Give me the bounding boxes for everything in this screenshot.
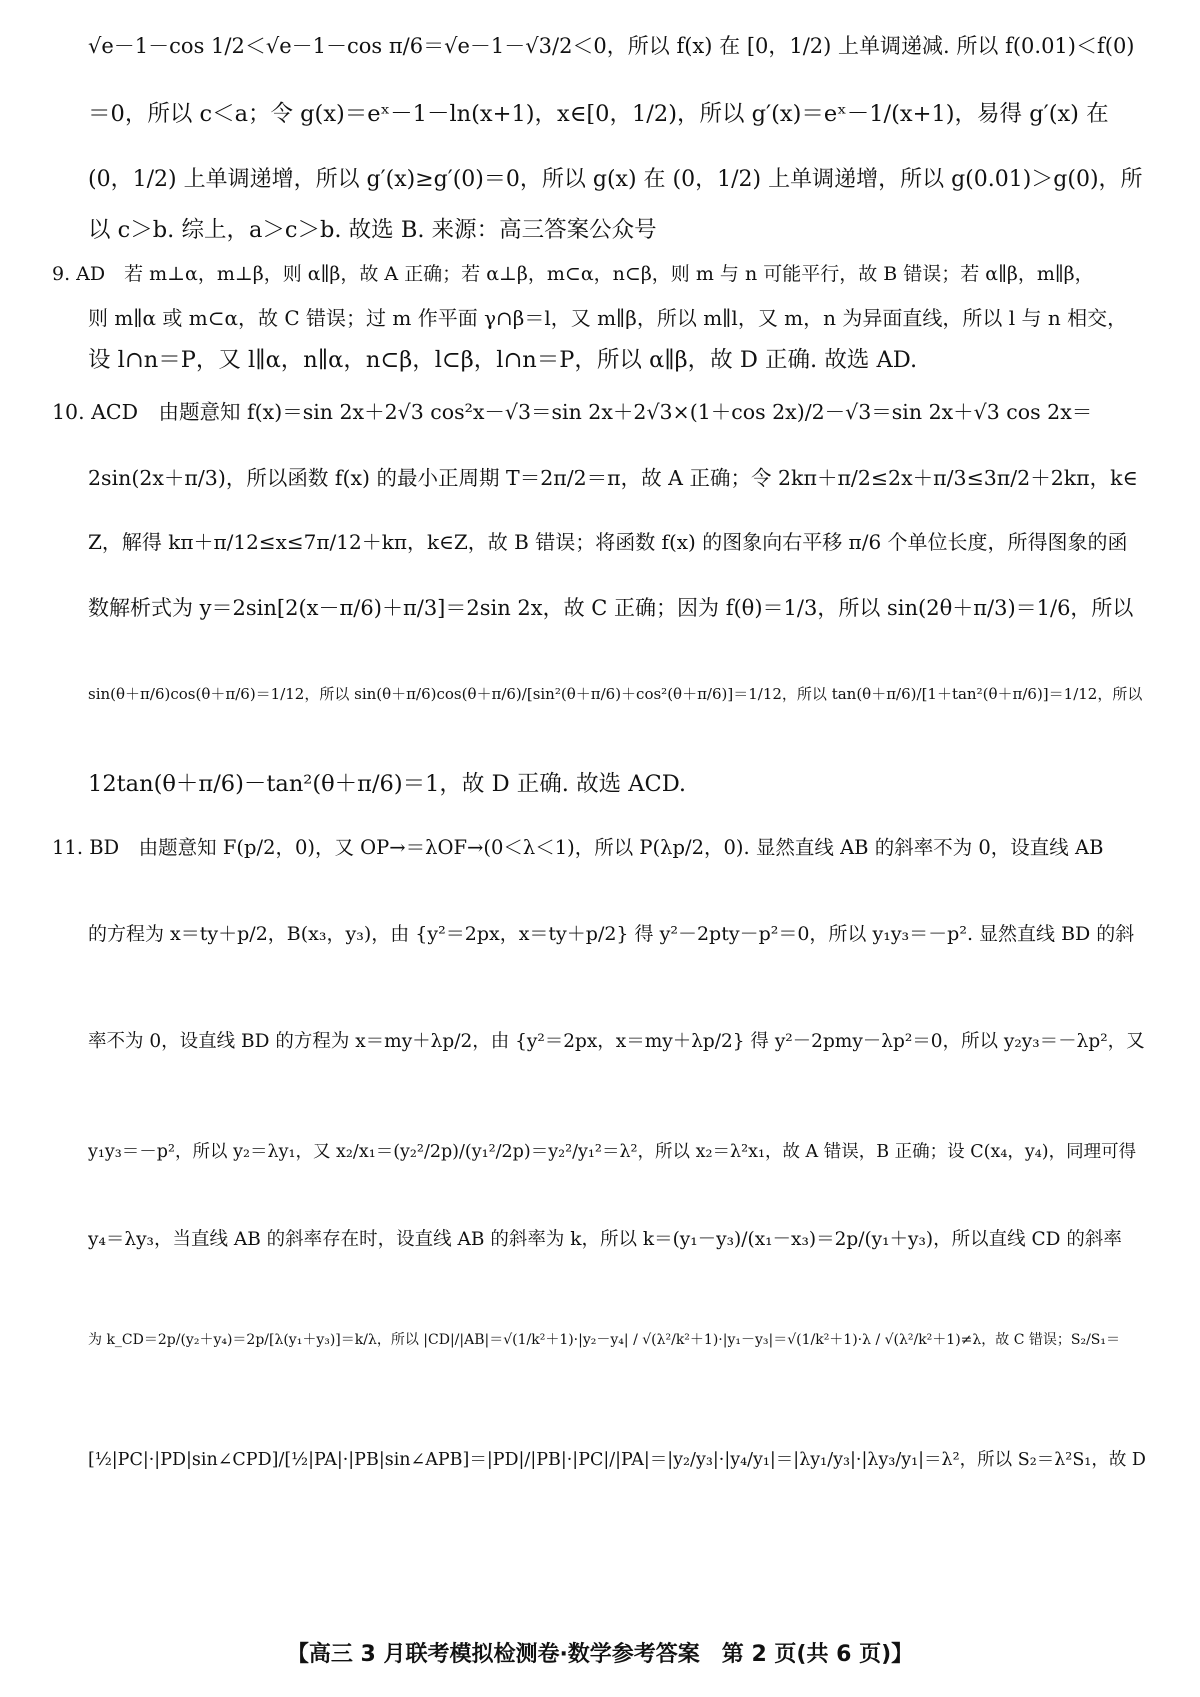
text-line: 数解析式为 y＝2sin[2(x－π/6)＋π/3]＝2sin 2x，故 C 正确；因为 f(θ)＝1/3，所以 sin(2θ＋π/3)＝1/6，所以 [88, 596, 1134, 620]
text-line: (0，1/2) 上单调递增，所以 g′(x)≥g′(0)＝0，所以 g(x) 在 (0，1/2) 上单调递增，所以 g(0.01)＞g(0)，所 [88, 167, 1143, 192]
text-line: 11. BD 由题意知 F(p/2，0)，又 OP→＝λOF→(0＜λ＜1)，所以 P(λp/2，0). 显然直线 AB 的斜率不为 0，设直线 AB [52, 836, 1104, 859]
text-line: 设 l∩n＝P，又 l∥α，n∥α，n⊂β，l⊂β，l∩n＝P，所以 α∥β，故 D 正确. 故选 AD. [88, 347, 918, 373]
text-line: y₁y₃＝－p²，所以 y₂＝λy₁，又 x₂/x₁＝(y₂²/2p)/(y₁²/2p)＝y₂²/y₁²＝λ²，所以 x₂＝λ²x₁，故 A 错误，B 正确；设 C(x₄，y₄)，同理可得 [88, 1142, 1137, 1162]
text-line: 则 m∥α 或 m⊂α，故 C 错误；过 m 作平面 γ∩β＝l，又 m∥β，所以 m∥l，又 m，n 为异面直线，所以 l 与 n 相交， [88, 306, 1128, 330]
text-line: y₄＝λy₃，当直线 AB 的斜率存在时，设直线 AB 的斜率为 k，所以 k＝(y₁－y₃)/(x₁－x₃)＝2p/(y₁＋y₃)，所以直线 CD 的斜率 [88, 1229, 1122, 1250]
text-line: 12tan(θ＋π/6)－tan²(θ＋π/6)＝1，故 D 正确. 故选 ACD. [88, 771, 687, 797]
text-line: 9. AD 若 m⊥α，m⊥β，则 α∥β，故 A 正确；若 α⊥β，m⊂α，n⊂β，则 m 与 n 可能平行，故 B 错误；若 α∥β，m∥β， [52, 263, 1094, 285]
text-line: 的方程为 x＝ty＋p/2，B(x₃，y₃)，由 {y²＝2px，x＝ty＋p/2} 得 y²－2pty－p²＝0，所以 y₁y₃＝－p². 显然直线 BD 的斜 [88, 923, 1135, 945]
text-line: sin(θ＋π/6)cos(θ＋π/6)＝1/12，所以 sin(θ＋π/6)cos(θ＋π/6)/[sin²(θ＋π/6)＋cos²(θ＋π/6)]＝1/12，所以 tan(θ＋π/6)/[1＋tan²(θ＋π/6)]＝1/12，所以 [88, 685, 1143, 703]
text-line: Z，解得 kπ＋π/12≤x≤7π/12＋kπ，k∈Z，故 B 错误；将函数 f(x) 的图象向右平移 π/6 个单位长度，所得图象的函 [88, 530, 1128, 554]
text-line: 以 c＞b. 综上，a＞c＞b. 故选 B. 来源：高三答案公众号 [88, 217, 657, 243]
text-line: √e－1－cos 1/2＜√e－1－cos π/6＝√e－1－√3/2＜0，所以 f(x) 在 [0，1/2) 上单调递减. 所以 f(0.01)＜f(0) [88, 34, 1135, 58]
text-line: 为 k_CD＝2p/(y₂＋y₄)＝2p/[λ(y₁＋y₃)]＝k/λ，所以 |CD|/|AB|＝√(1/k²＋1)·|y₂－y₄| / √(λ²/k²＋1)·|y₁－y₃|＝√(1/k²＋1)·λ / √(λ²/k²＋1)≠λ，故 C 错误；S₂/S₁＝ [88, 1332, 1121, 1348]
page-footer: 【高三 3 月联考模拟检测卷·数学参考答案 第 2 页(共 6 页)】 [286, 1642, 914, 1667]
text-line: 10. ACD 由题意知 f(x)＝sin 2x＋2√3 cos²x－√3＝sin 2x＋2√3×(1＋cos 2x)/2－√3＝sin 2x＋√3 cos 2x＝ [52, 400, 1093, 424]
text-line: 率不为 0，设直线 BD 的方程为 x＝my＋λp/2，由 {y²＝2px，x＝my＋λp/2} 得 y²－2pmy－λp²＝0，所以 y₂y₃＝－λp²，又 [88, 1031, 1145, 1052]
text-line: ＝0，所以 c＜a；令 g(x)＝eˣ－1－ln(x+1)，x∈[0，1/2)，所以 g′(x)＝eˣ－1/(x+1)，易得 g′(x) 在 [88, 101, 1109, 127]
text-line: 2sin(2x＋π/3)，所以函数 f(x) 的最小正周期 T＝2π/2＝π，故 A 正确；令 2kπ＋π/2≤2x＋π/3≤3π/2＋2kπ，k∈ [88, 466, 1138, 490]
text-line: [½|PC|·|PD|sin∠CPD]/[½|PA|·|PB|sin∠APB]＝|PD|/|PB|·|PC|/|PA|＝|y₂/y₃|·|y₄/y₁|＝|λy₁/y₃|·|λy₃/y₁|＝λ²，所以 S₂＝λ²S₁，故 D [88, 1450, 1146, 1470]
